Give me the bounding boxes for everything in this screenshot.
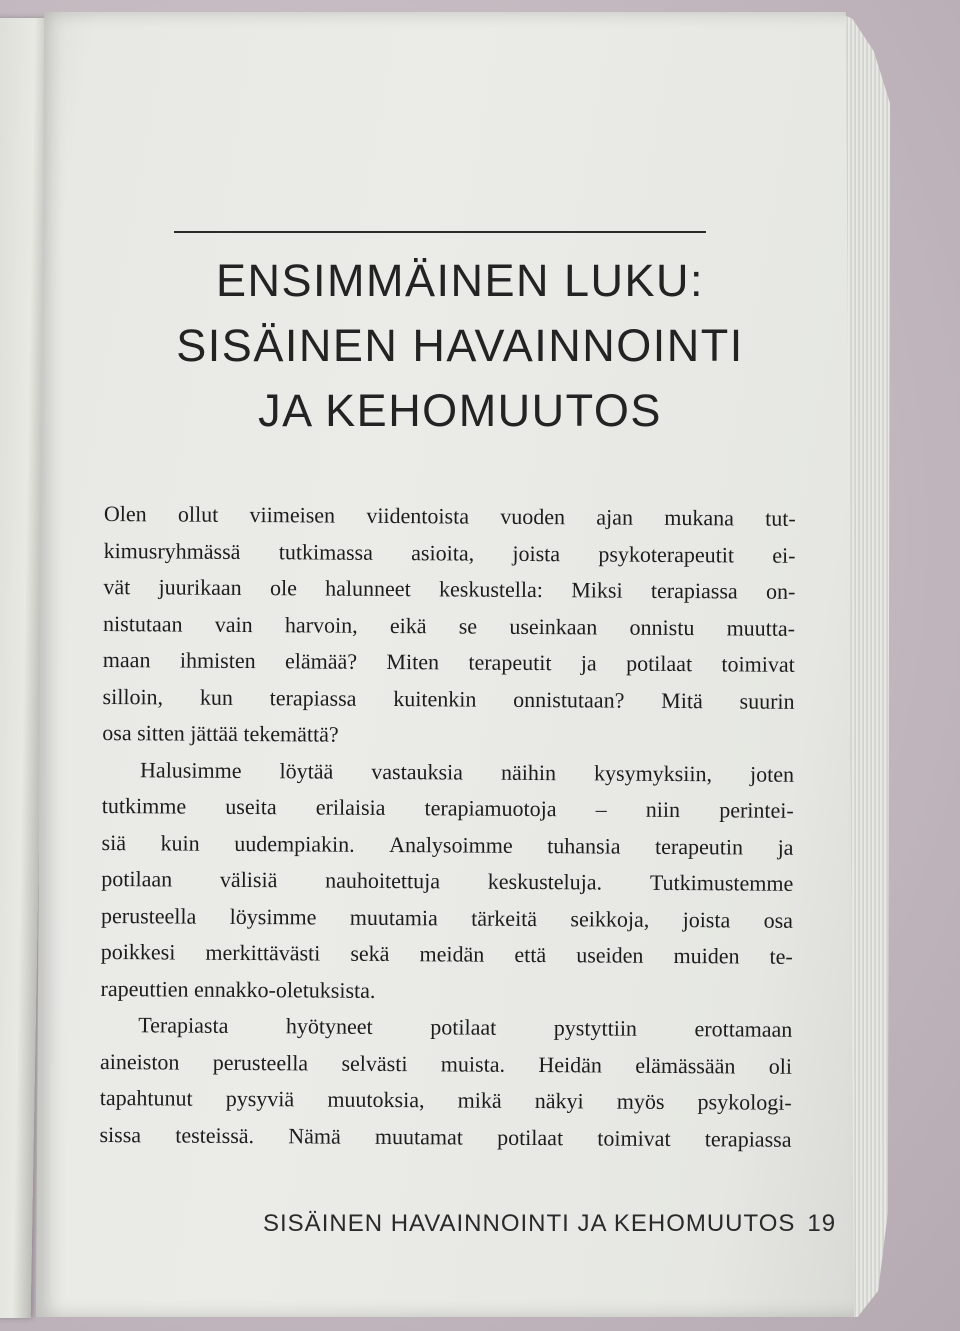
text-line: tapahtunut pysyviä muutoksia, mikä näkyi myös psykologi- (99, 1084, 792, 1115)
chapter-title-line: ENSIMMÄINEN LUKU: (215, 255, 705, 306)
running-head: SISÄINEN HAVAINNOINTI JA KEHOMUUTOS (263, 1210, 796, 1237)
text-line: Olen ollut viimeisen viidentoista vuoden ajan mukana tut- (103, 500, 796, 531)
text-line: Halusimme löytää vastauksia näihin kysymyksiin, joten (140, 756, 795, 787)
text-line: siä kuin uudempiakin. Analysoimme tuhansia terapeutin ja (101, 829, 794, 860)
text-line: sissa testeissä. Nämä muutamat potilaat toimivat terapiassa (99, 1121, 792, 1152)
chapter-title-line: SISÄINEN HAVAINNOINTI (176, 320, 744, 371)
paragraph (102, 496, 796, 756)
text-line: osa sitten jättää tekemättä? (102, 719, 339, 747)
chapter-rule (174, 231, 706, 233)
text-line: potilaan välisiä nauhoitettuja keskusteluja. Tutkimustemme (101, 865, 794, 896)
text-line: maan ihmisten elämää? Miten terapeutit ja potilaat toimivat (102, 646, 795, 677)
paragraph (99, 1007, 792, 1158)
chapter-title-line: JA KEHOMUUTOS (258, 385, 662, 436)
text-line: kimusryhmässä tutkimassa asioita, joista psykoterapeutit ei- (103, 537, 796, 568)
text-line: vät juurikaan ole halunneet keskustella: Miksi terapiassa on- (103, 573, 796, 604)
text-line: poikkesi merkittävästi sekä meidän että useiden muiden te- (100, 938, 793, 969)
paragraph (100, 751, 794, 1011)
text-line: silloin, kun terapiassa kuitenkin onnistutaan? Mitä suurin (102, 683, 795, 714)
body-text (99, 496, 796, 1158)
page-number: 19 (807, 1210, 837, 1237)
text-line: nistutaan vain harvoin, eikä se useinkaan onnistu muutta- (103, 610, 796, 641)
text-line: aineiston perusteella selvästi muista. Heidän elämässään oli (99, 1048, 793, 1079)
text-line: perusteella löysimme muutamia tärkeitä seikkoja, joista osa (100, 902, 794, 933)
text-line: Terapiasta hyötyneet potilaat pystyttiin erottamaan (138, 1012, 793, 1042)
running-footer (263, 1210, 836, 1238)
text-line: rapeuttien ennakko-oletuksista. (100, 975, 376, 1003)
chapter-title (100, 248, 820, 443)
text-line: tutkimme useita erilaisia terapiamuotoja – niin perintei- (101, 792, 794, 823)
